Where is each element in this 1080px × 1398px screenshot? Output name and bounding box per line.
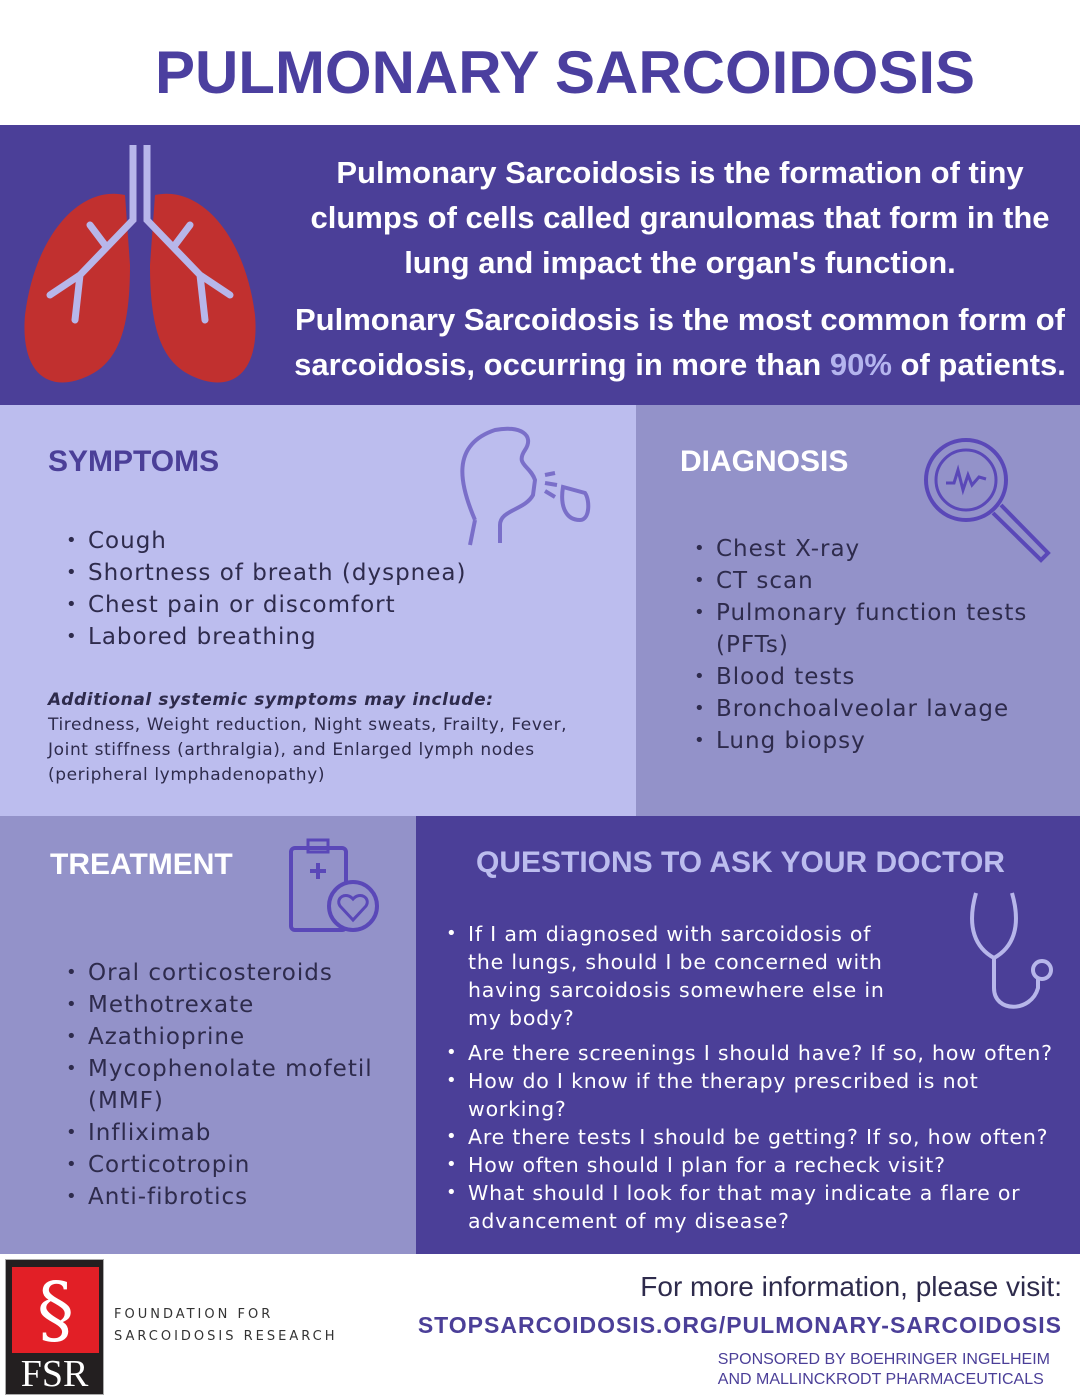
list-item: • What should I look for that may indicate a flare or advancement of my disease? — [446, 1179, 1076, 1235]
diagnosis-list — [694, 533, 1064, 757]
prevalence-percent: 90% — [829, 347, 892, 382]
org-line-2: SARCOIDOSIS RESEARCH — [114, 1329, 338, 1344]
symptoms-list — [66, 525, 466, 653]
additional-symptoms-label: Additional systemic symptoms may include: — [48, 690, 494, 710]
lungs-icon — [20, 145, 260, 395]
list-item: • Methotrexate — [66, 989, 406, 1021]
treatment-section — [0, 816, 416, 1254]
logo-text: FSR — [20, 1353, 89, 1395]
intro-definition: Pulmonary Sarcoidosis is the formation of tiny clumps of cells called granulomas that form in the lung and impact the organ's function. — [310, 155, 1050, 280]
list-item: • Shortness of breath (dyspnea) — [66, 557, 466, 589]
logo-red-panel — [12, 1267, 99, 1353]
list-item: • Chest pain or discomfort — [66, 589, 466, 621]
sponsors — [718, 1350, 1050, 1390]
list-item: • How do I know if the therapy prescribed is not working? — [446, 1067, 1076, 1123]
list-item: • Anti-fibrotics — [66, 1181, 406, 1213]
org-line-1: FOUNDATION FOR — [114, 1307, 274, 1322]
list-item: • Azathioprine — [66, 1021, 406, 1053]
diagnosis-section — [636, 405, 1080, 816]
additional-symptoms — [48, 688, 608, 788]
list-item: • Blood tests — [694, 661, 1064, 693]
treatment-heading: TREATMENT — [50, 848, 233, 881]
list-item: • Lung biopsy — [694, 725, 1064, 757]
symptoms-section — [0, 405, 636, 816]
section-sign-icon: § — [37, 1267, 74, 1353]
sponsor-line-2: AND MALLINCKRODT PHARMACEUTICALS — [717, 1371, 1044, 1388]
list-item: • If I am diagnosed with sarcoidosis of the lungs, should I be concerned with having sarcoidosis somewhere else in my body? — [446, 920, 906, 1032]
list-item: • Infliximab — [66, 1117, 406, 1149]
list-item: • Are there tests I should be getting? If so, how often? — [446, 1123, 1076, 1151]
fsr-logo — [5, 1259, 104, 1395]
page-title: PULMONARY SARCOIDOSIS — [154, 39, 976, 106]
list-item: • Cough — [66, 525, 466, 557]
list-item: • Chest X-ray — [694, 533, 1064, 565]
questions-list — [446, 920, 1076, 1235]
questions-section — [416, 816, 1080, 1254]
list-item: • Oral corticosteroids — [66, 957, 406, 989]
diagnosis-heading: DIAGNOSIS — [680, 445, 849, 478]
sponsor-line-1: SPONSORED BY BOEHRINGER INGELHEIM — [717, 1351, 1050, 1368]
list-item: • How often should I plan for a recheck visit? — [446, 1151, 1076, 1179]
list-item: • CT scan — [694, 565, 1064, 597]
questions-heading: QUESTIONS TO ASK YOUR DOCTOR — [476, 846, 1005, 879]
intro-banner — [0, 125, 1080, 405]
symptoms-heading: SYMPTOMS — [48, 445, 220, 478]
list-item: • Bronchoalveolar lavage — [694, 693, 1064, 725]
footer — [0, 1254, 1080, 1398]
more-info-text: For more information, please visit: — [640, 1271, 1062, 1302]
intro-prevalence — [285, 297, 1075, 387]
additional-symptoms-text: Tiredness, Weight reduction, Night sweats, Frailty, Fever, Joint stiffness (arthralgia), and Enlarged lymph nodes (peripheral lymphadenopathy) — [48, 715, 568, 785]
prevalence-text: Pulmonary Sarcoidosis is the most common form of sarcoidosis, occurring in more than — [294, 302, 1065, 382]
list-item: • Corticotropin — [66, 1149, 406, 1181]
organization-name — [114, 1304, 337, 1348]
website-link[interactable]: STOPSARCOIDOSIS.ORG/PULMONARY-SARCOIDOSIS — [417, 1312, 1062, 1338]
list-item: • Pulmonary function tests (PFTs) — [694, 597, 1064, 661]
list-item: • Labored breathing — [66, 621, 466, 653]
treatment-list — [66, 957, 406, 1213]
coughing-person-icon — [455, 425, 595, 550]
list-item: • Mycophenolate mofetil (MMF) — [66, 1053, 406, 1117]
prevalence-text-end: of patients. — [900, 347, 1066, 382]
list-item: • Are there screenings I should have? If so, how often? — [446, 1039, 1076, 1067]
clipboard-heart-icon — [288, 836, 383, 936]
